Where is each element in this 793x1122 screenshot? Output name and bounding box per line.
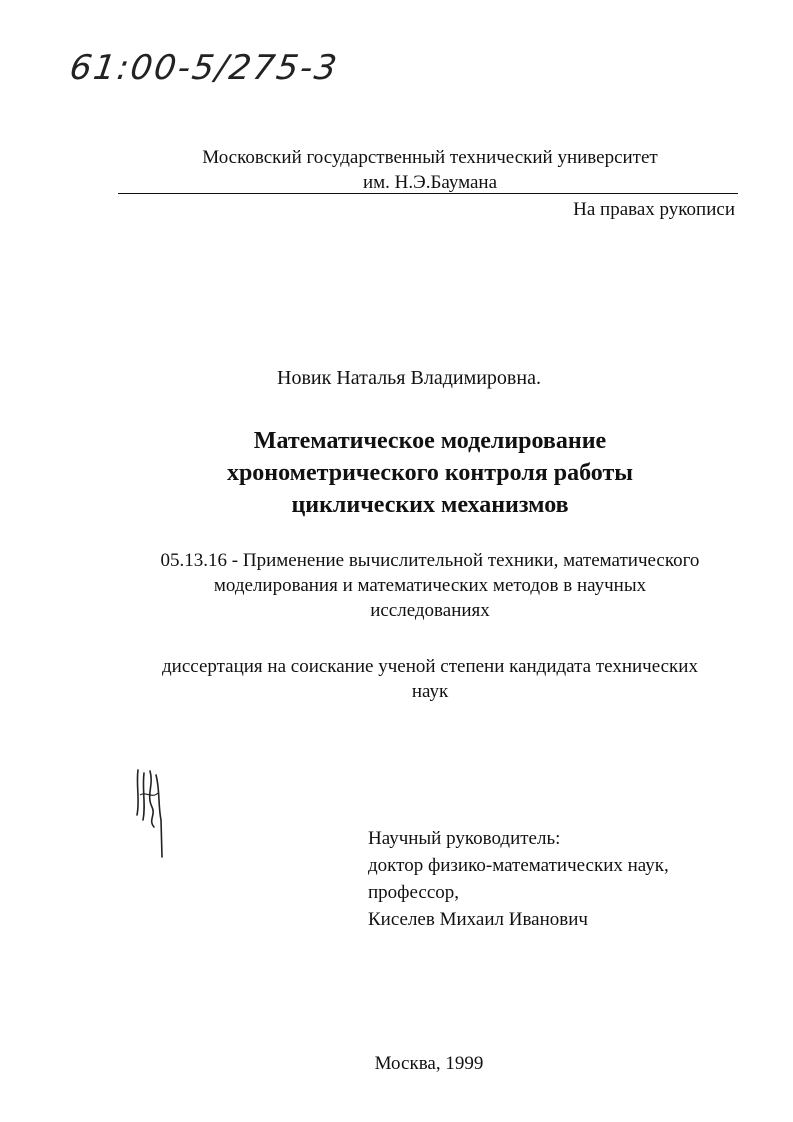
title-line-2: хронометрического контроля работы <box>226 460 634 486</box>
thesis-title <box>120 425 740 521</box>
degree-line-2: наук <box>411 681 449 702</box>
title-line-1: Математическое моделирование <box>253 428 607 454</box>
university-name <box>120 145 740 195</box>
city-year: Москва, 1999 <box>374 1053 484 1074</box>
specialty-line-1: 05.13.16 - Применение вычислительной техники, математического <box>160 550 700 571</box>
scientific-advisor <box>368 825 669 933</box>
manuscript-note: На правах рукописи <box>573 199 735 220</box>
university-line-1: Московский государственный технический университет <box>202 147 658 168</box>
advisor-name: Киселев Михаил Иванович <box>368 909 588 930</box>
header-divider <box>118 193 738 194</box>
specialty-line-3: исследованиях <box>370 600 490 621</box>
archive-code: 61:00-5/275-3 <box>67 48 341 88</box>
advisor-label: Научный руководитель: <box>368 828 561 849</box>
signature-mark <box>130 765 180 860</box>
advisor-degree: доктор физико-математических наук, <box>368 855 669 876</box>
author-name: Новик Наталья Владимировна. <box>277 367 541 389</box>
advisor-rank: профессор, <box>368 882 460 903</box>
title-line-3: циклических механизмов <box>291 492 569 518</box>
specialty-line-2: моделирования и математических методов в научных <box>213 575 647 596</box>
degree-statement <box>120 654 740 704</box>
university-line-2: им. Н.Э.Баумана <box>362 172 497 193</box>
specialty <box>120 548 740 623</box>
degree-line-1: диссертация на соискание ученой степени кандидата технических <box>162 656 698 677</box>
